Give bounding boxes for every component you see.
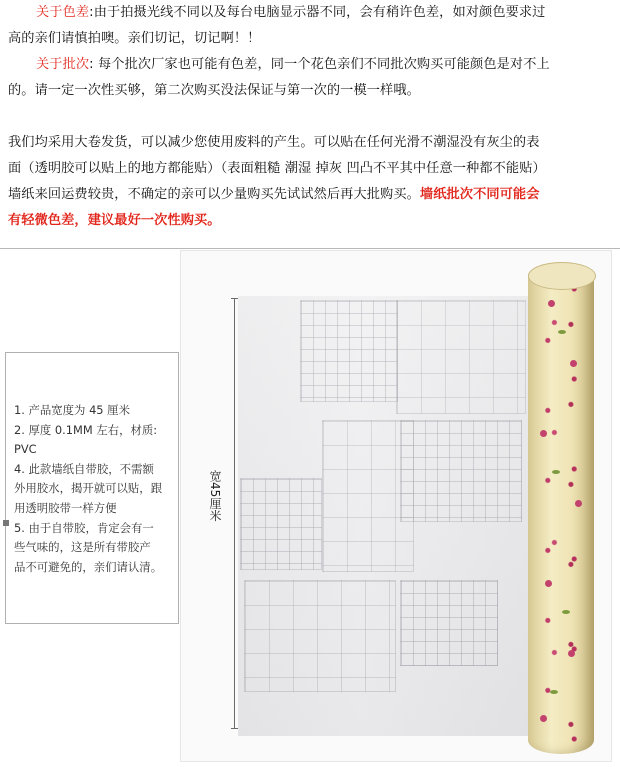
spec-line: 2. 厚度 0.1MM 左右，材质: [14, 422, 158, 437]
shipping-line-a: 我们均采用大卷发货，可以减少您使用废料的产生。可以贴在任何光滑不潮湿没有灰尘的表 [8, 135, 540, 150]
spec-line: 4. 此款墙纸自带胶，不需额 [14, 461, 154, 476]
flower-motif [568, 650, 575, 657]
spec-line: 1. 产品宽度为 45 厘米 [14, 403, 130, 417]
flower-motif [548, 300, 555, 307]
measure-tick-bottom [231, 728, 238, 729]
leaf-motif [558, 330, 566, 334]
flower-motif [575, 500, 582, 507]
side-box-marker [3, 520, 9, 526]
wallpaper-shading [238, 296, 548, 736]
notice-text-block [8, 0, 614, 234]
batch-text-b: 的。请一定一次性买够，第二次购买没法保证与第一次的一模一样哦。 [8, 83, 420, 98]
batch-text-a: : 每个批次厂家也可能有色差，同一个花色亲们不同批次购买可能颜色是对不上 [89, 57, 550, 72]
batch-label: 关于批次 [36, 57, 90, 72]
spec-line: 用透明胶带一样方便 [14, 500, 117, 515]
flower-motif [540, 715, 547, 722]
shipping-line-c [8, 182, 614, 208]
leaf-motif [552, 470, 560, 474]
spec-line: 品不可避免的，亲们请认清。 [14, 559, 163, 574]
width-measure-line [234, 298, 235, 728]
measure-tick-top [231, 298, 238, 299]
flower-motif [570, 360, 577, 367]
spec-line: 5. 由于自带胶，肯定会有一 [14, 520, 154, 535]
width-label: 宽45厘米 [208, 470, 222, 522]
color-difference-text-b: 高的亲们请慎拍噢。亲们切记，切记啊！！ [8, 31, 261, 46]
shipping-line-b: 面（透明胶可以贴上的地方都能贴）（表面粗糙 潮湿 掉灰 凹凸不平其中任意一种都不能贴） [8, 161, 546, 176]
wallpaper-roll-end [528, 262, 596, 290]
flower-motif [540, 430, 547, 437]
color-difference-label: 关于色差 [36, 5, 90, 20]
spec-line: 外用胶水，揭开就可以贴，跟 [14, 481, 163, 496]
spec-line: PVC [14, 442, 37, 457]
shipping-warning-a: 墙纸批次不同可能会 [419, 187, 540, 202]
spec-line: 些气味的，这是所有带胶产 [14, 540, 151, 555]
color-difference-paragraph [8, 0, 614, 26]
leaf-motif [562, 610, 570, 614]
wallpaper-roll [528, 262, 594, 754]
leaf-motif [550, 690, 558, 694]
specs-list [14, 401, 174, 577]
product-specs-box [5, 352, 179, 624]
shipping-warning-b: 有轻微色差，建议最好一次性购买。 [8, 213, 221, 228]
color-difference-text-a: :由于拍摄光线不同以及每台电脑显示器不同，会有稍许色差，如对颜色要求过 [89, 5, 546, 20]
section-divider [0, 248, 620, 249]
batch-paragraph [8, 52, 614, 78]
flower-motif [545, 580, 552, 587]
shipping-text-c: 墙纸来回运费较贵，不确定的亲可以少量购买先试试然后再大批购买。 [8, 187, 420, 202]
paragraph-gap [8, 104, 614, 130]
